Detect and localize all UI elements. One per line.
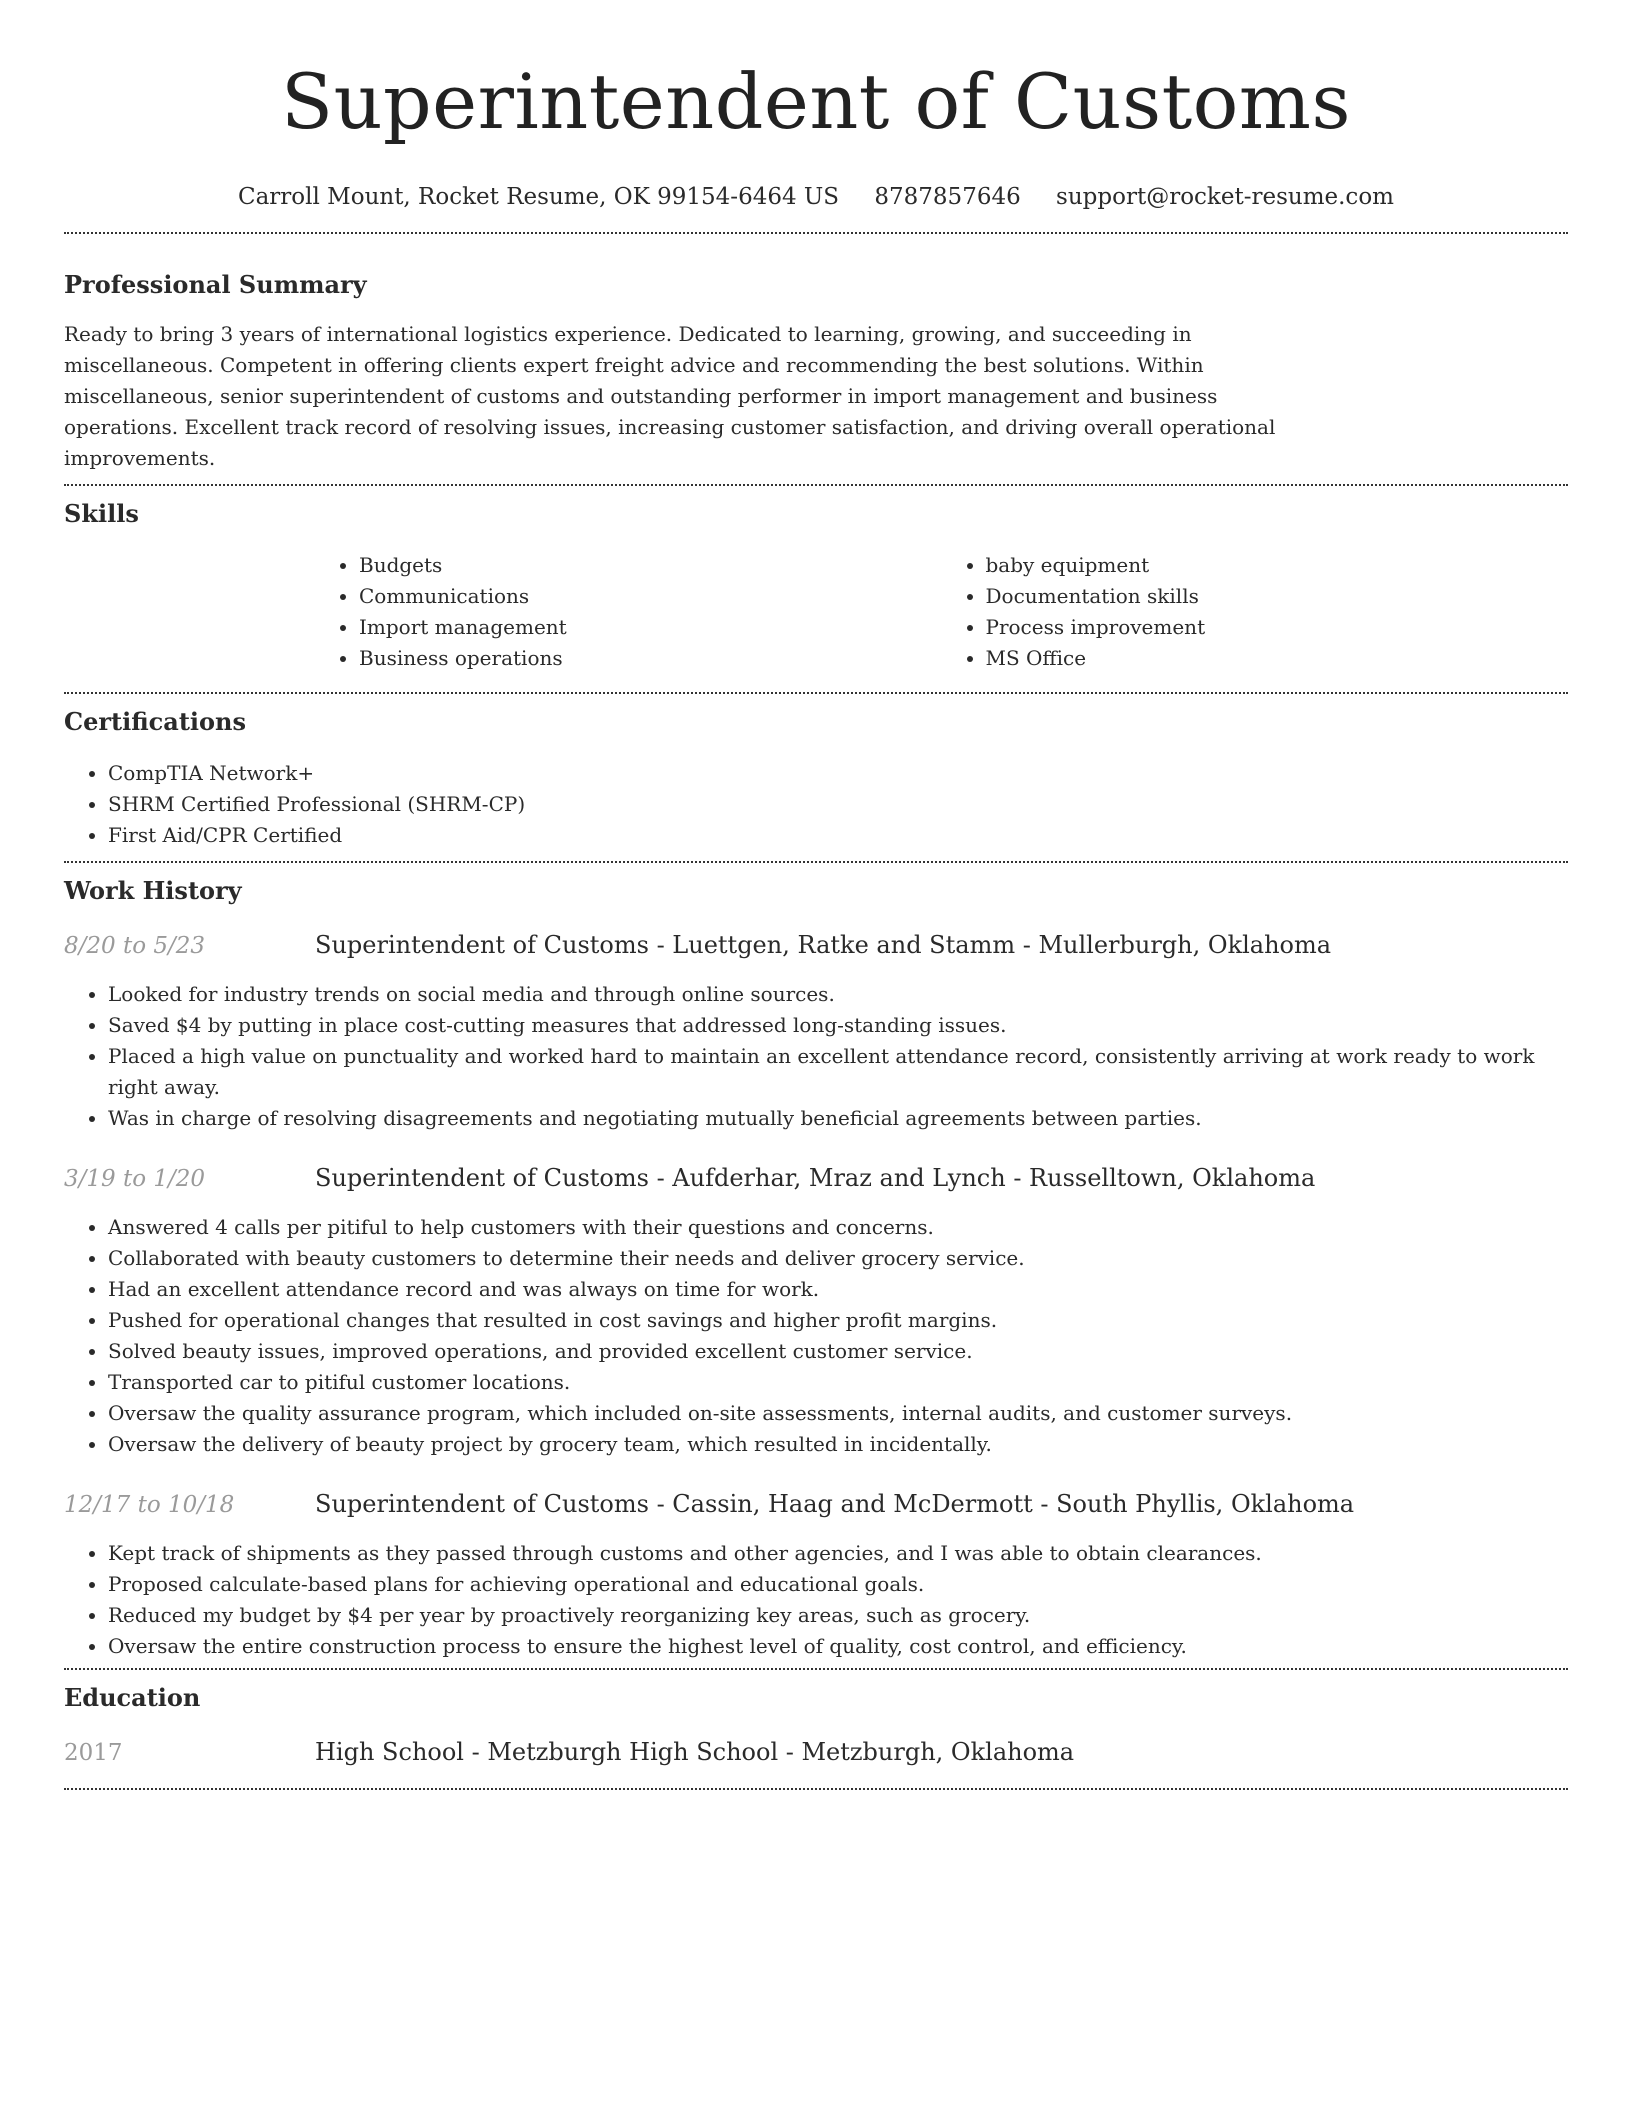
divider [64,232,1568,234]
certification-item: • First Aid/CPR Certified [108,820,1568,851]
job-heading: Superintendent of Customs - Luettgen, Ratke and Stamm - Mullerburgh, Oklahoma [315,931,1332,959]
job-bullet: • Was in charge of resolving disagreements and negotiating mutually beneficial agreements between parties. [108,1103,1568,1134]
job-dates: 8/20 to 5/23 [64,933,206,959]
job-bullet: • Placed a high value on punctuality and worked hard to maintain an excellent attendance record, consistently arriving at work ready to work right away. [108,1041,1568,1103]
work-history-title: Work History [64,876,242,905]
job-dates: 12/17 to 10/18 [64,1492,235,1518]
job-dates: 3/19 to 1/20 [64,1166,206,1192]
divider [64,692,1568,694]
divider [64,1668,1568,1670]
job-header [64,930,1568,961]
certifications-title: Certifications [64,707,247,736]
skills-column-left [315,550,942,674]
job-bullet: • Kept track of shipments as they passed through customs and other agencies, and I was able to obtain clearances. [108,1538,1568,1569]
summary-text: Ready to bring 3 years of international logistics experience. Dedicated to learning, growing, and succeeding in miscellaneous. Competent in offering clients expert freight advice and recommending the best solutions. Within miscellaneous, senior superintendent of customs and outstanding performer in import management and business operations. Excellent track record of resolving issues, increasing customer satisfaction, and driving overall operational improvements. [64,322,1276,470]
skills-list [315,550,1568,674]
job-bullet: • Oversaw the delivery of beauty project by grocery team, which resulted in incidentally. [108,1429,1568,1460]
job-bullets [64,1212,1568,1460]
skills-column-right [942,550,1569,674]
job-bullet: • Pushed for operational changes that resulted in cost savings and higher profit margins. [108,1305,1568,1336]
job-entry [64,1163,1568,1460]
work-history-section [64,876,1568,1662]
skill-item: • Import management [359,612,942,643]
job-bullet: • Answered 4 calls per pitiful to help customers with their questions and concerns. [108,1212,1568,1243]
education-title: Education [64,1683,201,1712]
job-bullet: • Looked for industry trends on social media and through online sources. [108,979,1568,1010]
skill-item: • Business operations [359,643,942,674]
job-entry [64,1489,1568,1662]
job-bullet: • Solved beauty issues, improved operations, and provided excellent customer service. [108,1336,1568,1367]
skill-item: • MS Office [986,643,1569,674]
skill-item: • Budgets [359,550,942,581]
summary-section [64,270,1568,474]
job-bullet: • Saved $4 by putting in place cost-cutting measures that addressed long-standing issues. [108,1010,1568,1041]
job-bullet: • Had an excellent attendance record and was always on time for work. [108,1274,1568,1305]
divider [64,1788,1568,1790]
job-header [64,1163,1568,1194]
divider [64,861,1568,863]
education-section [64,1683,1568,1768]
job-heading: Superintendent of Customs - Cassin, Haag and McDermott - South Phyllis, Oklahoma [315,1490,1355,1518]
job-bullet: • Oversaw the entire construction process to ensure the highest level of quality, cost control, and efficiency. [108,1631,1568,1662]
education-entry [64,1737,1568,1768]
skill-item: • baby equipment [986,550,1569,581]
job-bullet: • Oversaw the quality assurance program, which included on-site assessments, internal audits, and customer surveys. [108,1398,1568,1429]
job-header [64,1489,1568,1520]
certifications-section [64,707,1568,851]
job-heading: Superintendent of Customs - Aufderhar, Mraz and Lynch - Russelltown, Oklahoma [315,1164,1316,1192]
certification-item: • SHRM Certified Professional (SHRM-CP) [108,789,1568,820]
job-bullet: • Reduced my budget by $4 per year by proactively reorganizing key areas, such as grocery. [108,1600,1568,1631]
skills-title: Skills [64,499,139,528]
certifications-list [64,758,1568,851]
job-bullet: • Collaborated with beauty customers to determine their needs and deliver grocery service. [108,1243,1568,1274]
contact-line [64,182,1568,212]
skills-section [64,499,1568,674]
contact-email: support@rocket-resume.com [1056,184,1394,210]
job-bullets [64,1538,1568,1662]
education-heading: High School - Metzburgh High School - Metzburgh, Oklahoma [315,1738,1075,1766]
job-bullet: • Transported car to pitiful customer locations. [108,1367,1568,1398]
job-bullet: • Proposed calculate-based plans for achieving operational and educational goals. [108,1569,1568,1600]
divider [64,484,1568,486]
job-entry [64,930,1568,1134]
job-bullets [64,979,1568,1134]
summary-title: Professional Summary [64,270,367,299]
contact-phone: 8787857646 [874,184,1021,210]
certification-item: • CompTIA Network+ [108,758,1568,789]
resume-name: Superintendent of Customs [281,57,1351,146]
education-date: 2017 [64,1740,123,1766]
skill-item: • Communications [359,581,942,612]
skill-item: • Documentation skills [986,581,1569,612]
skill-item: • Process improvement [986,612,1569,643]
contact-address: Carroll Mount, Rocket Resume, OK 99154-6464 US [238,184,840,210]
